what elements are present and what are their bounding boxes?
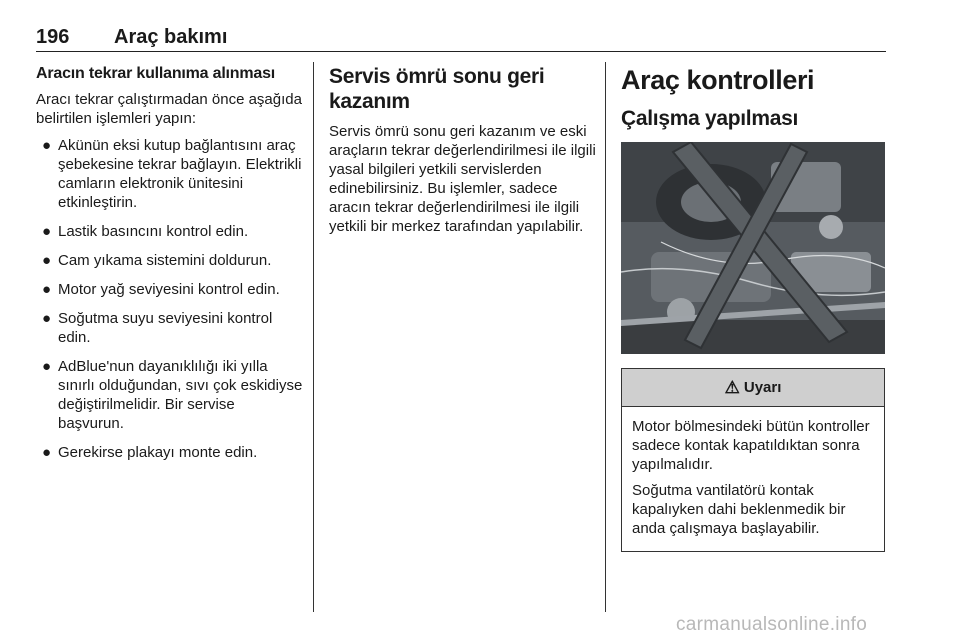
column-1 [36, 64, 304, 472]
page-header [36, 26, 886, 52]
list-item: ● Soğutma suyu seviyesini kontrol edin. [42, 310, 273, 346]
column-divider-2 [605, 62, 606, 612]
engine-bay-photo [621, 142, 885, 354]
list-item: ● Lastik basıncını kontrol edin. [42, 223, 249, 240]
column-2 [329, 64, 597, 244]
bullet-icon: ● [42, 252, 52, 269]
warning-text-1: Motor bölmesindeki bütün kontroller sadece kontak kapatıldıktan sonra yapılmalıdır. [632, 418, 870, 473]
list-item: ● Cam yıkama sistemini doldurun. [42, 252, 272, 269]
end-of-life-text: Servis ömrü sonu geri kazanım ve eski araçların tekrar değerlendirilmesi ile ilgili yasal bilgileri yetkili servislerden edinebilirsiniz. Bu işlemler, sadece aracın tekrar değerlendirilmesi ile ilgili yetkili bir merkez tarafından yapılabilir. [329, 123, 596, 235]
list-item: ● Gerekirse plakayı monte edin. [42, 444, 258, 461]
page-number: 196 [36, 26, 70, 48]
bullet-icon: ● [42, 281, 52, 298]
list-item: ● AdBlue'nun dayanıklılığı iki yılla sınırlı olduğundan, sıvı çok eskidiyse değiştirilmelidir. Bir servise başvurun. [42, 358, 303, 432]
subheading-performing-work: Çalışma yapılması [621, 107, 798, 130]
warning-text-2: Soğutma vantilatörü kontak kapalıyken dahi beklenmedik bir anda çalışmaya başlayabilir. [632, 482, 846, 537]
warning-box [621, 368, 885, 552]
list-item: ● Motor yağ seviyesini kontrol edin. [42, 281, 280, 298]
warning-body [622, 407, 884, 551]
bullet-icon: ● [42, 358, 52, 375]
warning-icon: ⚠ [724, 377, 740, 397]
warning-header [622, 369, 884, 407]
bullet-icon: ● [42, 444, 52, 461]
column-3 [621, 64, 885, 552]
bullet-icon: ● [42, 223, 52, 240]
intro-text: Aracı tekrar çalıştırmadan önce aşağıda belirtilen işlemleri yapın: [36, 91, 302, 127]
section-heading-end-of-life: Servis ömrü sonu geri kazanım [329, 65, 545, 113]
section-heading-recommissioning: Aracın tekrar kullanıma alınması [36, 65, 276, 82]
chapter-title: Araç bakımı [114, 26, 228, 48]
bullet-icon: ● [42, 137, 52, 154]
column-divider-1 [313, 62, 314, 612]
checklist [36, 136, 304, 462]
list-item: ● Akünün eksi kutup bağlantısını araç şebekesine tekrar bağlayın. Elektrikli camların elektronik ünitesini etkinleştirin. [42, 137, 302, 211]
bullet-icon: ● [42, 310, 52, 327]
warning-title: Uyarı [743, 379, 782, 396]
section-heading-vehicle-checks: Araç kontrolleri [621, 65, 815, 95]
watermark: carmanualsonline.info [676, 614, 868, 635]
engine-bay-illustration [621, 142, 885, 354]
